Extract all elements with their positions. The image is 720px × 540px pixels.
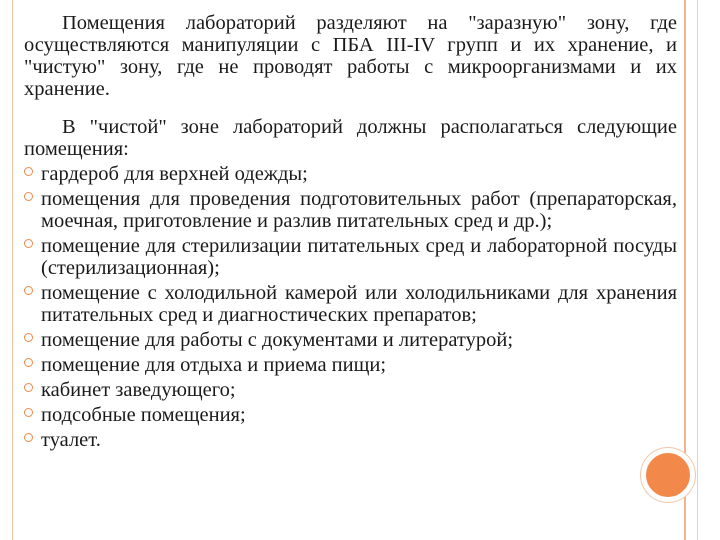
clean-zone-paragraph: В "чистой" зоне лабораторий должны располагаться следующие помещения:	[24, 116, 677, 160]
list-item-text: подсобные помещения;	[41, 404, 246, 426]
circle-bullet-icon	[24, 239, 33, 248]
circle-bullet-icon	[24, 433, 33, 442]
list-item	[24, 235, 677, 279]
circle-bullet-icon	[24, 383, 33, 392]
intro-paragraph: Помещения лабораторий разделяют на "заразную" зону, где осуществляются манипуляции с ПБА III-IV групп и их хранение, и "чистую" зону, где не проводят работы с микроорганизмами и их хранение.	[24, 12, 677, 100]
list-item	[24, 429, 677, 451]
list-item-text: кабинет заведующего;	[41, 379, 236, 401]
list-item	[24, 188, 677, 232]
list-item-text: помещение с холодильной камерой или холодильниками для хранения питательных сред и диагностических препаратов;	[41, 282, 677, 326]
orange-circle-icon	[641, 448, 695, 502]
circle-bullet-icon	[24, 358, 33, 367]
list-item-text: гардероб для верхней одежды;	[41, 163, 308, 185]
list-item	[24, 379, 677, 401]
list-item	[24, 163, 677, 185]
slide-content	[24, 12, 677, 451]
list-item-text: помещение для стерилизации питательных сред и лабораторной посуды (стерилизационная);	[41, 235, 677, 279]
list-item	[24, 404, 677, 426]
circle-bullet-icon	[24, 408, 33, 417]
circle-bullet-icon	[24, 192, 33, 201]
rooms-list	[24, 163, 677, 451]
circle-bullet-icon	[24, 333, 33, 342]
list-item-text: помещения для проведения подготовительных работ (препараторская, моечная, приготовление и разлив питательных сред и др.);	[41, 188, 677, 232]
slide-left-rule	[12, 0, 13, 540]
circle-bullet-icon	[24, 167, 33, 176]
list-item	[24, 329, 677, 351]
circle-bullet-icon	[24, 286, 33, 295]
list-item-text: помещение для работы с документами и литературой;	[41, 329, 514, 351]
list-item-text: туалет.	[41, 429, 101, 451]
list-item	[24, 354, 677, 376]
list-item-text: помещение для отдыха и приема пищи;	[41, 354, 387, 376]
list-item	[24, 282, 677, 326]
